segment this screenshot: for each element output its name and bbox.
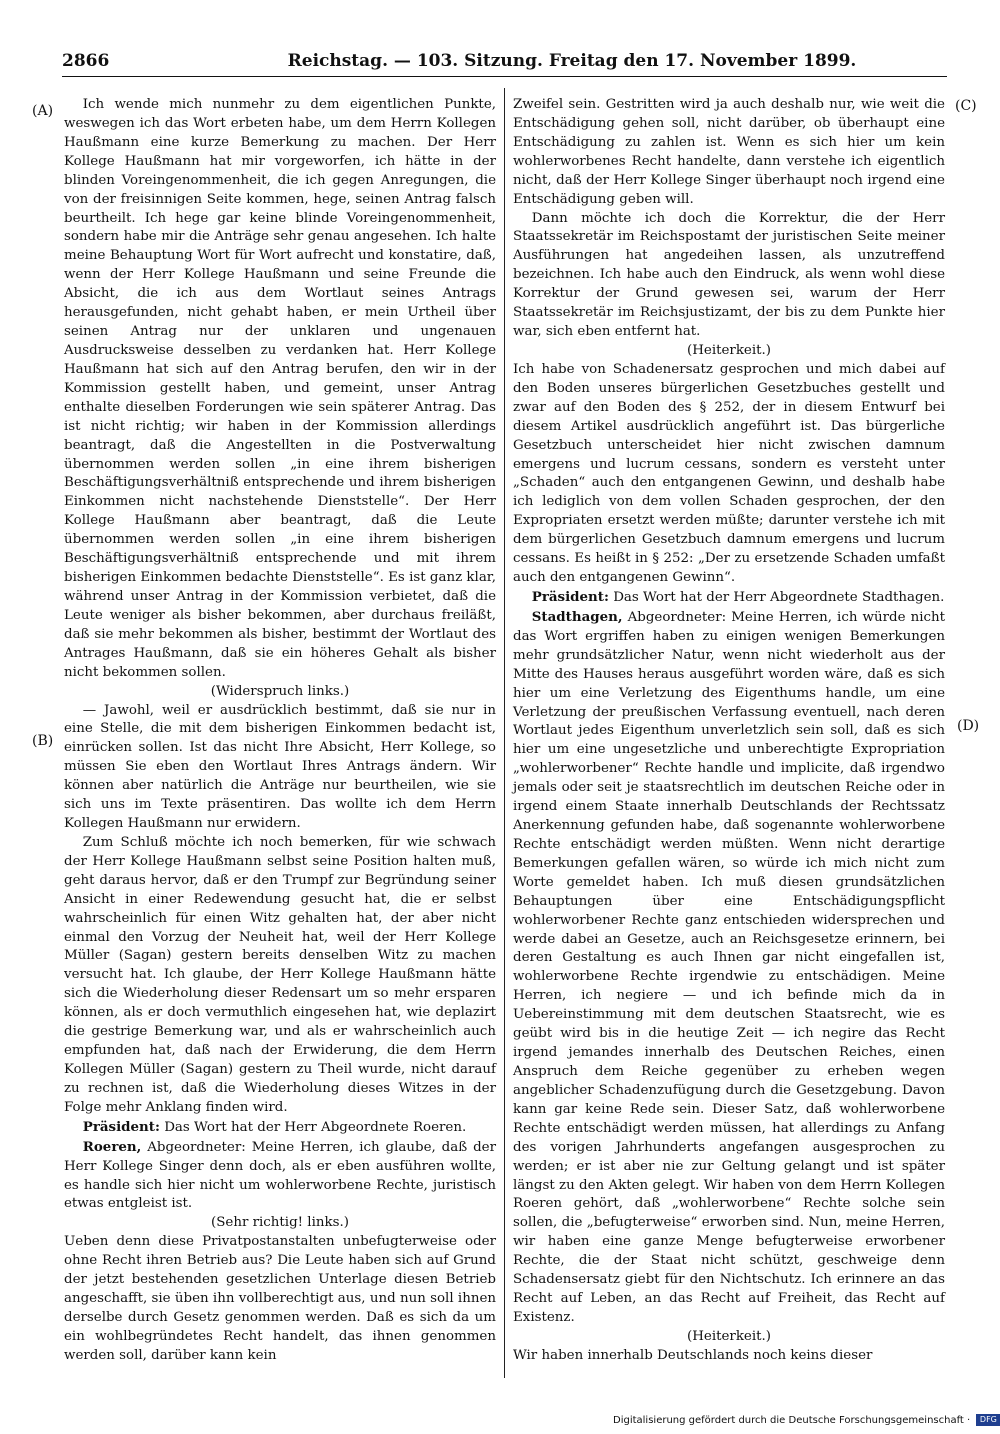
page-number: 2866 — [62, 51, 110, 71]
paragraph: Ueben denn diese Privatpostanstalten unbefugterweise oder ohne Recht ihren Betrieb aus? Die Leute haben sich auf Grund der jetzt bestehenden gesetzlichen Unterlage diesen Betrieb angeschafft, sie üben ihn vollberechtigt aus, und nun soll ihnen derselbe durch Gesetz genommen werden. Daß es sich da um ein wohlbegründetes Recht handelt, das ihnen genommen werden soll, darüber kann kein — [64, 1234, 496, 1363]
margin-mark-b: (B) — [32, 733, 54, 749]
margin-mark-d: (D) — [957, 718, 980, 734]
speaker-paragraph — [513, 608, 945, 1328]
speaker-paragraph — [64, 1118, 496, 1138]
dfg-logo-icon: DFG — [976, 1414, 1000, 1426]
footer-credit — [613, 1412, 997, 1430]
paragraph: Ich habe von Schadenersatz gesprochen und mich dabei auf den Boden unseres bürgerlichen Gesetzbuches gestellt und zwar auf den Boden des § 252, der in diesem Entwurf bei diesem Artikel ausdrücklich angeführt ist. Das bürgerliche Gesetzbuch unterscheidet hier nicht zwischen damnum emergens und lucrum cessans, sondern es versteht unter „Schaden“ auch den entgangenen Gewinn, und deshalb habe ich lediglich von dem vollen Schaden gesprochen, der den Expropriaten ersetzt werden müßte; darunter verstehe ich mit dem bürgerlichen Gesetzbuch damnum emergens und lucrum cessans. Es heißt in § 252: „Der zu ersetzende Schaden umfaßt auch den entgangenen Gewinn“. — [513, 361, 945, 586]
interjection: (Sehr richtig! links.) — [211, 1215, 349, 1231]
speech-text: Das Wort hat der Herr Abgeordnete Stadthagen. — [608, 589, 945, 605]
interjection: (Heiterkeit.) — [687, 342, 771, 358]
paragraph: Zum Schluß möchte ich noch bemerken, für wie schwach der Herr Kollege Haußmann selbst seine Position halten muß, geht daraus hervor, daß er den Trumpf zur Begründung seiner Ansicht in einer Redewendung gesucht hat, die er selbst wahrscheinlich für einen Witz gehalten hat, der aber nicht einmal den Vorzug der Neuheit hat, weil der Herr Kollege Müller (Sagan) gestern bereits denselben Witz zu machen versucht hat. Ich glaube, der Herr Kollege Haußmann hätte sich die Wiederholung dieser Redensart um so mehr ersparen können, als er doch vermuthlich eingesehen hat, wie deplazirt die gestrige Bemerkung war, und als er wahrscheinlich auch empfunden hat, daß nach der Erwiderung, die dem Herrn Kollegen Müller (Sagan) gestern zu Theil wurde, nicht darauf zu rechnen ist, daß die Wiederholung dieses Witzes in der Folge mehr Anklang finden wird. — [64, 834, 496, 1115]
speaker-paragraph — [64, 1138, 496, 1215]
interjection: (Heiterkeit.) — [687, 1328, 771, 1344]
speaker-paragraph — [513, 588, 945, 608]
running-title: Reichstag. — 103. Sitzung. Freitag den 17. November 1899. — [287, 51, 857, 71]
paragraph: Zweifel sein. Gestritten wird ja auch deshalb nur, wie weit die Entschädigung gehen soll, nicht darüber, ob überhaupt eine Entschädigung zu zahlen ist. Wenn es sich hier um kein wohlerworbenes Recht handelte, dann verstehe ich eigentlich nicht, daß der Herr Kollege Singer überhaupt noch irgend eine Entschädigung geben will. — [513, 97, 945, 207]
speaker-name: Präsident: — [531, 588, 609, 605]
interjection: (Widerspruch links.) — [210, 683, 350, 699]
speech-text: Abgeordneter: Meine Herren, ich würde nicht das Wort ergriffen haben zu einigen wenigen Bemerkungen mehr grundsätzlicher Natur, wenn nicht wiederholt aus der Mitte des Hauses heraus ausgeführt worden wäre, daß es sich hier um eine Verletzung des Eigenthums handle, um eine Verletzung der preußischen Verfassung eventuell, nach deren Wortlaut jedes Eigenthum unverletzlich sein soll, daß es sich hier um eine ungesetzliche und unberechtigte Expropriation „wohlerworbener“ Rechte handle und implicite, daß irgendwo jemals oder seit je staatsrechtlich im deutschen Reiche oder in irgend einem Staate innerhalb Deutschlands der Rechtssatz Anerkennung gefunden habe, daß sogenannte wohlerworbene Rechte entschädigt werden müßten. Wenn nicht derartige Bemerkungen gefallen wären, so würde ich mich nicht zum Worte gemeldet haben. Ich muß diesen grundsätzlichen Behauptungen über eine Entschädigungspflicht wohlerworbener Rechte ganz entschieden widersprechen und werde dabei an Gesetze, auch an Reichsgesetze erinnern, bei deren Gestaltung es auch Ihnen gar nicht eingefallen ist, wohlerworbene Rechte irgendwie zu entschädigen. Meine Herren, ich negiere — und ich befinde mich da in Uebereinstimmung mit dem deutschen Staatsrecht, wie es geübt wird bis in die heutige Zeit — ich negire das Recht irgend jemandes innerhalb des Deutschen Reiches, einen Anspruch dem Reiche gegenüber zu erheben wegen angeblicher Schadenzufügung durch die Gesetzgebung. Davon kann gar keine Rede sein. Dieser Satz, daß wohlerworbene Rechte entschädigt werden müssen, hat allerdings zu Anfang des vorigen Jahrhunderts angefangen ausgesprochen zu werden; er ist aber nie zur Geltung gelangt und ist später längst zu den Akten gelegt. Wir haben von dem Herrn Kollegen Roeren gehört, daß „wohlerworbene“ Rechte solche sein sollen, die „befugterweise“ erworben sind. Nun, meine Herren, wir haben eine ganze Menge befugterweise erworbener Rechte, die der Staat nicht schützt, geschweige denn Schadensersatz giebt für den Nichtschutz. Ich erinnere an das Recht auf Leben, an das Recht auf Freiheit, das Recht auf Existenz. — [513, 609, 945, 1325]
column-divider — [504, 88, 505, 1378]
speaker-name: Roeren, — [82, 1138, 142, 1155]
right-column — [513, 96, 945, 1366]
speech-text: Das Wort hat der Herr Abgeordnete Roeren. — [159, 1119, 467, 1135]
footer-credit-text: Digitalisierung gefördert durch die Deutsche Forschungsgemeinschaft · — [613, 1415, 971, 1426]
paragraph: Wir haben innerhalb Deutschlands noch keins dieser — [513, 1347, 873, 1363]
paragraph: Dann möchte ich doch die Korrektur, die der Herr Staatssekretär im Reichspostamt der juristischen Seite meiner Ausführungen hat angedeihen lassen, als unzutreffend bezeichnen. Ich habe auch den Eindruck, als wenn wohl diese Korrektur der Grund gewesen sei, warum der Herr Staatssekretär im Reichsjustizamt, der bis zu dem Punkte hier war, sich eben entfernt hat. — [513, 210, 945, 340]
header-rule — [62, 76, 947, 77]
margin-mark-a: (A) — [32, 103, 54, 119]
margin-mark-c: (C) — [955, 98, 977, 114]
speech-text: Abgeordneter: Meine Herren, ich glaube, daß der Herr Kollege Singer denn doch, als er eben ausführen wollte, es handle sich hier nicht um wohlerworbene Rechte, juristisch etwas entgleist ist. — [64, 1139, 496, 1212]
speaker-name: Stadthagen, — [531, 608, 623, 625]
left-column — [64, 96, 496, 1366]
paragraph: — Jawohl, weil er ausdrücklich bestimmt, daß sie nur in eine Stelle, die mit dem bisherigen Einkommen bedacht ist, einrücken sollen. Ist das nicht Ihre Absicht, Herr Kollege, so müssen Sie eben den Wortlaut Ihres Antrags ändern. Wir können aber natürlich die Anträge nur beurtheilen, wie sie sich uns im Texte präsentiren. Das wollte ich dem Herrn Kollegen Haußmann nur erwidern. — [64, 702, 496, 832]
paragraph: Ich wende mich nunmehr zu dem eigentlichen Punkte, weswegen ich das Wort erbeten habe, um dem Herrn Kollegen Haußmann eine kurze Bemerkung zu machen. Der Herr Kollege Haußmann hat mir vorgeworfen, ich hätte in der blinden Voreingenommenheit, die ich gegen Anregungen, die von der freisinnigen Seite kommen, hege, seinen Antrag falsch beurtheilt. Ich hege gar keine blinde Voreingenommenheit, sondern habe mir die Anträge sehr genau angesehen. Ich halte meine Behauptung Wort für Wort aufrecht und konstatire, daß, wenn der Herr Kollege Haußmann und seine Freunde die Absicht, die ich aus dem Wortlaut seines Antrags herausgefunden, nicht gehabt haben, er mein Urtheil über seinen Antrag nur der unklaren und ungenauen Ausdrucksweise desselben zu verdanken hat. Herr Kollege Haußmann hat sich auf den Antrag berufen, den wir in der Kommission gestellt haben, und gemeint, unser Antrag enthalte dieselben Forderungen wie sein späterer Antrag. Das ist nicht richtig; wir haben in der Kommission allerdings beantragt, daß die Angestellten in die Postverwaltung übernommen werden sollen „in eine ihrem bisherigen Beschäftigungsverhältniß entsprechende und ihrem bisherigen Einkommen nicht nachstehende Dienststelle“. Der Herr Kollege Haußmann aber beantragt, daß die Leute übernommen werden sollen „in eine ihrem bisherigen Beschäftigungsverhältniß entsprechende und mit ihrem bisherigen Einkommen bedachte Dienststelle“. Es ist ganz klar, während unser Antrag in der Kommission verbietet, daß die Leute weniger als bisher bekommen, aber durchaus freiläßt, daß sie mehr bekommen als bisher, bestimmt der Wortlaut des Antrages Haußmann, daß sie ein höheres Gehalt als bisher nicht bekommen sollen. — [64, 97, 496, 680]
speaker-name: Präsident: — [82, 1118, 160, 1135]
page-header — [62, 50, 947, 76]
